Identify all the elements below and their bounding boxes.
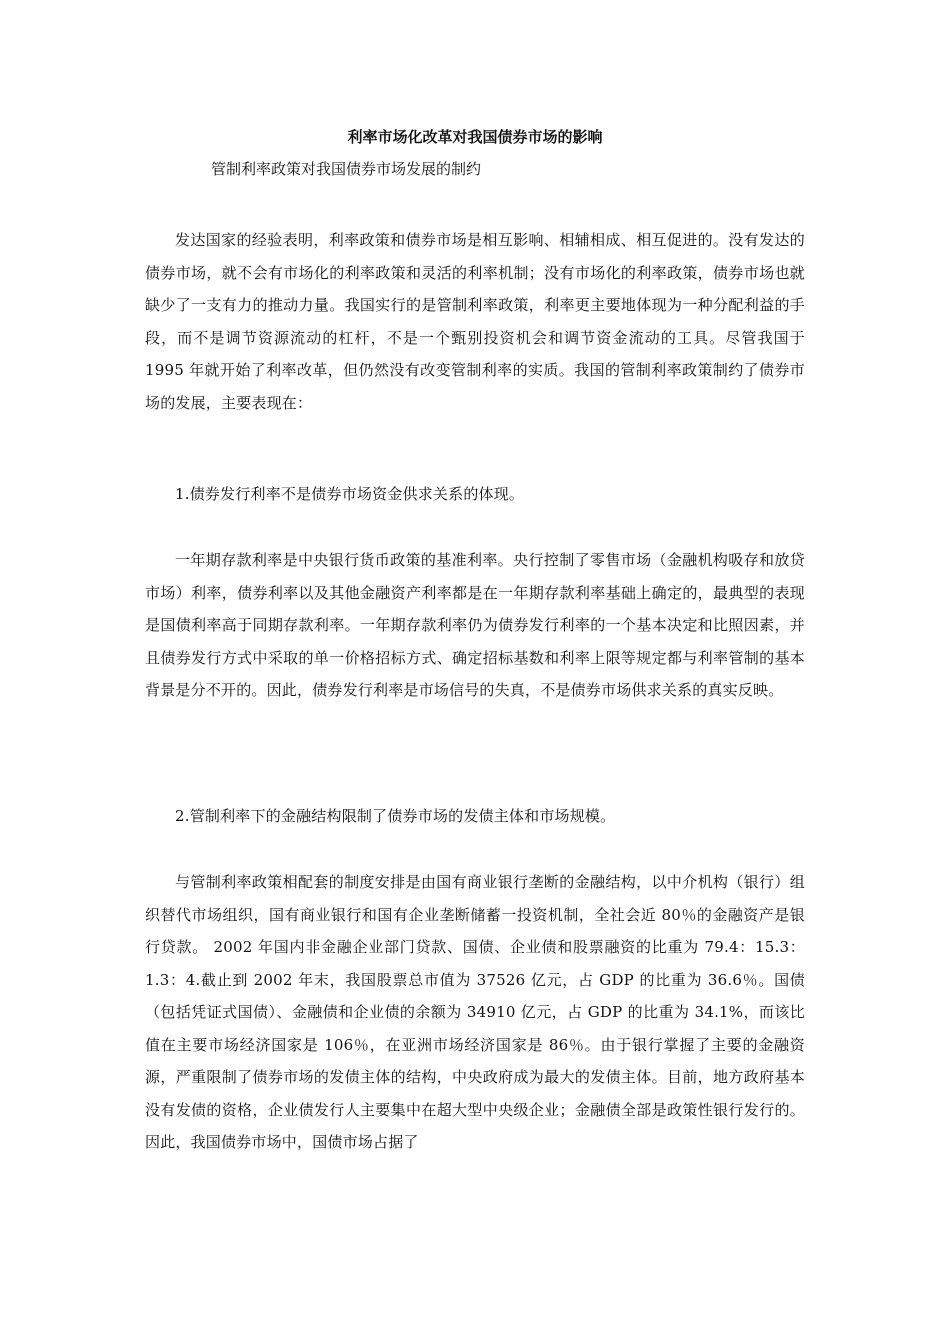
section-heading-1: 1.债券发行利率不是债券市场资金供求关系的体现。 — [175, 485, 525, 503]
document-subtitle: 管制利率政策对我国债券市场发展的制约 — [211, 160, 482, 178]
paragraph-1: 发达国家的经验表明，利率政策和债券市场是相互影响、相辅相成、相互促进的。没有发达的债券市场，就不会有市场化的利率政策和灵活的利率机制；没有市场化的利率政策，债券市场也就缺少了一支有力的推动力量。我国实行的是管制利率政策，利率更主要地体现为一种分配利益的手段，而不是调节资源流动的杠杆，不是一个甄别投资机会和调节资金流动的工具。尽管我国于 1995 年就开始了利率改革，但仍然没有改变管制利率的实质。我国的管制利率政策制约了债券市场的发展，主要表现在： — [145, 231, 805, 412]
paragraph-2: 一年期存款利率是中央银行货币政策的基准利率。央行控制了零售市场（金融机构吸存和放贷市场）利率，债券利率以及其他金融资产利率都是在一年期存款利率基础上确定的，最典型的表现是国债利率高于同期存款利率。一年期存款利率仍为债券发行利率的一个基本决定和比照因素，并且债券发行方式中采取的单一价格招标方式、确定招标基数和利率上限等规定都与利率管制的基本背景是分不开的。因此，债券发行利率是市场信号的失真，不是债券市场供求关系的真实反映。 — [145, 551, 805, 699]
document-title: 利率市场化改革对我国债券市场的影响 — [347, 128, 603, 146]
section-heading-2: 2.管制利率下的金融结构限制了债券市场的发债主体和市场规模。 — [175, 807, 616, 825]
paragraph-3: 与管制利率政策相配套的制度安排是由国有商业银行垄断的金融结构，以中介机构（银行）组织替代市场组织，国有商业银行和国有企业垄断储蓄一投资机制，全社会近 80％的金融资产是银行贷款。 2002 年国内非金融企业部门贷款、国债、企业债和股票融资的比重为 79.4：15.3：1.3：4.截止到 2002 年末，我国股票总市值为 37526 亿元，占 GDP 的比重为 36.6％。国债（包括凭证式国债）、金融债和企业债的余额为 34910 亿元，占 GDP 的比重为 34.1%，而该比值在主要市场经济国家是 106％，在亚洲市场经济国家是 86％。由于银行掌握了主要的金融资源，严重限制了债券市场的发债主体的结构，中央政府成为最大的发债主体。目前，地方政府基本没有发债的资格，企业债发行人主要集中在超大型中央级企业；金融债全部是政策性银行发行的。因此，我国债券市场中，国债市场占据了 — [145, 873, 805, 1151]
